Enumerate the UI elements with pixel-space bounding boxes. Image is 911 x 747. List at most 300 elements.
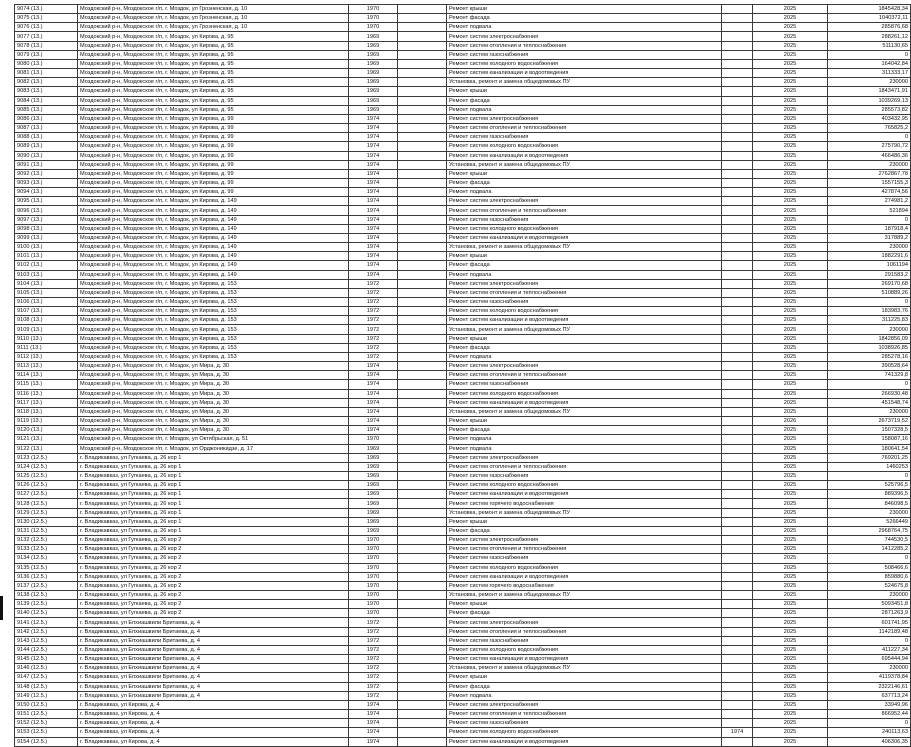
record-number-cell: 9126 (12.5.)	[15, 481, 78, 490]
empty-cell	[398, 371, 447, 380]
cost-cell: 1038926,85	[828, 343, 911, 352]
address-cell: г. Владикавказ, ул Епхиашвили Бритаева, д. 4	[78, 618, 349, 627]
planned-year-cell: 2025	[753, 682, 828, 691]
address-cell: г. Владикавказ, ул Епхиашвили Бритаева, д. 4	[78, 673, 349, 682]
extra-year-cell	[722, 618, 753, 627]
empty-cell	[398, 407, 447, 416]
address-cell: Моздокский р-н, Моздокское г/п, г. Моздок, ул Кирова, д. 99	[78, 133, 349, 142]
work-type-cell: Ремонт систем холодного водоснабжения	[447, 728, 722, 737]
address-cell: Моздокский р-н, Моздокское г/п, г. Моздок, ул Кирова, д. 95	[78, 78, 349, 87]
build-year-cell: 1970	[349, 563, 398, 572]
build-year-cell: 1974	[349, 188, 398, 197]
record-number-cell: 9124 (12.5.)	[15, 462, 78, 471]
work-type-cell: Ремонт крыши	[447, 334, 722, 343]
table-row	[15, 371, 911, 380]
record-number-cell: 9113 (13.)	[15, 362, 78, 371]
table-row	[15, 352, 911, 361]
cost-cell: 2871263,9	[828, 609, 911, 618]
work-type-cell: Ремонт систем газоснабжения	[447, 133, 722, 142]
build-year-cell: 1969	[349, 526, 398, 535]
cost-cell: 275790,72	[828, 142, 911, 151]
address-cell: Моздокский р-н, Моздокское г/п, г. Моздок, ул Кирова, д. 95	[78, 69, 349, 78]
planned-year-cell: 2025	[753, 426, 828, 435]
build-year-cell: 1969	[349, 69, 398, 78]
address-cell: г. Владикавказ, ул Гугкаева, д. 26 кор 2	[78, 581, 349, 590]
build-year-cell: 1974	[349, 142, 398, 151]
build-year-cell: 1970	[349, 545, 398, 554]
cost-cell: 889396,5	[828, 490, 911, 499]
table-row	[15, 417, 911, 426]
extra-year-cell	[722, 252, 753, 261]
extra-year-cell	[722, 572, 753, 581]
empty-cell	[398, 517, 447, 526]
planned-year-cell: 2025	[753, 133, 828, 142]
planned-year-cell: 2025	[753, 508, 828, 517]
work-type-cell: Ремонт фасада	[447, 526, 722, 535]
record-number-cell: 9082 (13.)	[15, 78, 78, 87]
table-row	[15, 133, 911, 142]
table-row	[15, 627, 911, 636]
work-type-cell: Установка, ремонт и замена общедомовых ПУ	[447, 591, 722, 600]
extra-year-cell	[722, 591, 753, 600]
cost-cell: 1039269,13	[828, 96, 911, 105]
work-type-cell: Ремонт систем отопления и теплоснабжения	[447, 371, 722, 380]
extra-year-cell	[722, 32, 753, 41]
planned-year-cell: 2025	[753, 206, 828, 215]
work-type-cell: Ремонт крыши	[447, 87, 722, 96]
cost-cell: 1040372,11	[828, 14, 911, 23]
cost-cell: 2322146,61	[828, 682, 911, 691]
build-year-cell: 1970	[349, 609, 398, 618]
extra-year-cell	[722, 114, 753, 123]
cost-cell: 1557155,3	[828, 178, 911, 187]
table-row	[15, 536, 911, 545]
cost-cell: 291583,2	[828, 270, 911, 279]
planned-year-cell: 2025	[753, 664, 828, 673]
table-row	[15, 50, 911, 59]
empty-cell	[398, 243, 447, 252]
table-row	[15, 673, 911, 682]
cost-cell: 4119378,84	[828, 673, 911, 682]
planned-year-cell: 2025	[753, 581, 828, 590]
cost-cell: 274981,2	[828, 197, 911, 206]
cost-cell: 637713,24	[828, 691, 911, 700]
build-year-cell: 1972	[349, 307, 398, 316]
empty-cell	[398, 600, 447, 609]
empty-cell	[398, 316, 447, 325]
table-row	[15, 87, 911, 96]
address-cell: г. Владикавказ, ул Гугкаева, д. 26 кор 1	[78, 471, 349, 480]
planned-year-cell: 2025	[753, 334, 828, 343]
cost-cell: 285573,82	[828, 105, 911, 114]
address-cell: Моздокский р-н, Моздокское г/п, г. Моздок, ул Кирова, д. 149	[78, 270, 349, 279]
record-number-cell: 9148 (12.5.)	[15, 682, 78, 691]
extra-year-cell	[722, 151, 753, 160]
extra-year-cell	[722, 261, 753, 270]
empty-cell	[398, 572, 447, 581]
work-type-cell: Ремонт систем электроснабжения	[447, 279, 722, 288]
work-type-cell: Ремонт систем электроснабжения	[447, 362, 722, 371]
cost-cell: 230000	[828, 591, 911, 600]
planned-year-cell: 2025	[753, 41, 828, 50]
cost-cell: 451548,74	[828, 398, 911, 407]
build-year-cell: 1974	[349, 215, 398, 224]
extra-year-cell	[722, 325, 753, 334]
build-year-cell: 1970	[349, 536, 398, 545]
work-type-cell: Ремонт подвала	[447, 105, 722, 114]
build-year-cell: 1974	[349, 197, 398, 206]
record-number-cell: 9137 (12.5.)	[15, 581, 78, 590]
work-type-cell: Ремонт фасада	[447, 96, 722, 105]
address-cell: Моздокский р-н, Моздокское г/п, г. Моздок, ул Мира, д. 30	[78, 407, 349, 416]
build-year-cell: 1972	[349, 682, 398, 691]
planned-year-cell: 2025	[753, 343, 828, 352]
build-year-cell: 1970	[349, 600, 398, 609]
work-type-cell: Ремонт подвала	[447, 270, 722, 279]
build-year-cell: 1972	[349, 618, 398, 627]
table-row	[15, 243, 911, 252]
build-year-cell: 1969	[349, 50, 398, 59]
table-row	[15, 96, 911, 105]
address-cell: Моздокский р-н, Моздокское г/п, г. Моздок, ул Кирова, д. 99	[78, 114, 349, 123]
work-type-cell: Установка, ремонт и замена общедомовых ПУ	[447, 160, 722, 169]
empty-cell	[398, 636, 447, 645]
table-row	[15, 407, 911, 416]
work-type-cell: Ремонт подвала	[447, 23, 722, 32]
empty-cell	[398, 32, 447, 41]
cost-cell: 230000	[828, 78, 911, 87]
work-type-cell: Ремонт систем газоснабжения	[447, 50, 722, 59]
work-type-cell: Установка, ремонт и замена общедомовых ПУ	[447, 664, 722, 673]
extra-year-cell	[722, 499, 753, 508]
address-cell: Моздокский р-н, Моздокское г/п, г. Моздок, ул Кирова, д. 99	[78, 160, 349, 169]
extra-year-cell	[722, 243, 753, 252]
extra-year-cell	[722, 215, 753, 224]
empty-cell	[398, 728, 447, 737]
table-row	[15, 737, 911, 746]
cost-cell: 230000	[828, 243, 911, 252]
cost-cell: 744530,5	[828, 536, 911, 545]
record-number-cell: 9101 (13.)	[15, 252, 78, 261]
empty-cell	[398, 471, 447, 480]
empty-cell	[398, 343, 447, 352]
table-row	[15, 508, 911, 517]
planned-year-cell: 2025	[753, 645, 828, 654]
address-cell: Моздокский р-н, Моздокское г/п, г. Моздок, ул Мира, д. 30	[78, 398, 349, 407]
work-type-cell: Ремонт систем холодного водоснабжения	[447, 142, 722, 151]
cost-cell: 164042,84	[828, 59, 911, 68]
extra-year-cell	[722, 50, 753, 59]
record-number-cell: 9099 (13.)	[15, 233, 78, 242]
address-cell: Моздокский р-н, Моздокское г/п, г. Моздок, ул Кирова, д. 153	[78, 288, 349, 297]
record-number-cell: 9142 (12.5.)	[15, 627, 78, 636]
address-cell: Моздокский р-н, Моздокское г/п, г. Моздок, ул Кирова, д. 95	[78, 96, 349, 105]
build-year-cell: 1972	[349, 334, 398, 343]
address-cell: г. Владикавказ, ул Кирова, д. 4	[78, 737, 349, 746]
empty-cell	[398, 14, 447, 23]
build-year-cell: 1974	[349, 719, 398, 728]
work-type-cell: Ремонт систем электроснабжения	[447, 32, 722, 41]
cost-cell: 769201,25	[828, 453, 911, 462]
table-row	[15, 160, 911, 169]
cost-cell: 0	[828, 471, 911, 480]
table-row	[15, 636, 911, 645]
work-type-cell: Ремонт систем газоснабжения	[447, 298, 722, 307]
record-number-cell: 9127 (12.5.)	[15, 490, 78, 499]
address-cell: г. Владикавказ, ул Епхиашвили Бритаева, д. 4	[78, 682, 349, 691]
work-type-cell: Ремонт систем отопления и теплоснабжения	[447, 124, 722, 133]
work-type-cell: Ремонт систем холодного водоснабжения	[447, 481, 722, 490]
cost-cell: 601741,95	[828, 618, 911, 627]
address-cell: г. Владикавказ, ул Гугкаева, д. 26 кор 2	[78, 591, 349, 600]
extra-year-cell	[722, 435, 753, 444]
table-row	[15, 435, 911, 444]
cost-cell: 269170,68	[828, 279, 911, 288]
cost-cell: 240113,63	[828, 728, 911, 737]
empty-cell	[398, 5, 447, 14]
address-cell: г. Владикавказ, ул Гугкаева, д. 26 кор 1	[78, 490, 349, 499]
planned-year-cell: 2025	[753, 224, 828, 233]
extra-year-cell	[722, 298, 753, 307]
build-year-cell: 1972	[349, 655, 398, 664]
address-cell: Моздокский р-н, Моздокское г/п, г. Моздок, ул Кирова, д. 149	[78, 233, 349, 242]
address-cell: Моздокский р-н, Моздокское г/п, г. Моздок, ул Кирова, д. 99	[78, 188, 349, 197]
record-number-cell: 9132 (12.5.)	[15, 536, 78, 545]
work-type-cell: Установка, ремонт и замена общедомовых ПУ	[447, 325, 722, 334]
empty-cell	[398, 307, 447, 316]
address-cell: г. Владикавказ, ул Гугкаева, д. 26 кор 2	[78, 563, 349, 572]
cost-cell: 158087,16	[828, 435, 911, 444]
work-type-cell: Ремонт фасада	[447, 682, 722, 691]
empty-cell	[398, 618, 447, 627]
empty-cell	[398, 417, 447, 426]
record-number-cell: 9105 (13.)	[15, 288, 78, 297]
build-year-cell: 1970	[349, 572, 398, 581]
empty-cell	[398, 554, 447, 563]
build-year-cell: 1970	[349, 435, 398, 444]
address-cell: г. Владикавказ, ул Гугкаева, д. 26 кор 1	[78, 481, 349, 490]
build-year-cell: 1974	[349, 407, 398, 416]
record-number-cell: 9097 (13.)	[15, 215, 78, 224]
table-row	[15, 59, 911, 68]
work-type-cell: Ремонт систем электроснабжения	[447, 536, 722, 545]
cost-cell: 2762867,78	[828, 169, 911, 178]
record-number-cell: 9116 (13.)	[15, 389, 78, 398]
cost-cell: 390528,64	[828, 362, 911, 371]
work-type-cell: Ремонт систем горячего водоснабжения	[447, 499, 722, 508]
address-cell: Моздокский р-н, Моздокское г/п, г. Моздок, ул Грозненская, д. 10	[78, 5, 349, 14]
work-type-cell: Ремонт крыши	[447, 169, 722, 178]
build-year-cell: 1972	[349, 645, 398, 654]
empty-cell	[398, 334, 447, 343]
table-row	[15, 581, 911, 590]
address-cell: Моздокский р-н, Моздокское г/п, г. Моздок, ул Мира, д. 30	[78, 362, 349, 371]
planned-year-cell: 2025	[753, 14, 828, 23]
cost-cell: 0	[828, 133, 911, 142]
table-row	[15, 279, 911, 288]
work-type-cell: Ремонт крыши	[447, 417, 722, 426]
table-row	[15, 700, 911, 709]
empty-cell	[398, 124, 447, 133]
work-type-cell: Ремонт фасада	[447, 343, 722, 352]
cost-cell: 1061194	[828, 261, 911, 270]
table-row	[15, 69, 911, 78]
table-row	[15, 78, 911, 87]
build-year-cell: 1974	[349, 133, 398, 142]
extra-year-cell	[722, 41, 753, 50]
cost-cell: 187918,4	[828, 224, 911, 233]
planned-year-cell: 2025	[753, 728, 828, 737]
extra-year-cell	[722, 508, 753, 517]
record-number-cell: 9089 (13.)	[15, 142, 78, 151]
record-number-cell: 9091 (13.)	[15, 160, 78, 169]
cost-cell: 859880,6	[828, 572, 911, 581]
build-year-cell: 1974	[349, 151, 398, 160]
planned-year-cell: 2025	[753, 462, 828, 471]
planned-year-cell: 2025	[753, 307, 828, 316]
cost-cell: 285278,16	[828, 352, 911, 361]
record-number-cell: 9107 (13.)	[15, 307, 78, 316]
address-cell: Моздокский р-н, Моздокское г/п, г. Моздок, ул Мира, д. 30	[78, 380, 349, 389]
table-row	[15, 151, 911, 160]
extra-year-cell	[722, 700, 753, 709]
address-cell: г. Владикавказ, ул Гугкаева, д. 26 кор 1	[78, 462, 349, 471]
empty-cell	[398, 87, 447, 96]
planned-year-cell: 2025	[753, 536, 828, 545]
cost-cell: 695444,94	[828, 655, 911, 664]
build-year-cell: 1974	[349, 224, 398, 233]
empty-cell	[398, 563, 447, 572]
extra-year-cell	[722, 453, 753, 462]
extra-year-cell	[722, 581, 753, 590]
record-number-cell: 9077 (13.)	[15, 32, 78, 41]
build-year-cell: 1970	[349, 5, 398, 14]
work-type-cell: Ремонт систем канализации и водоотведения	[447, 737, 722, 746]
planned-year-cell: 2025	[753, 114, 828, 123]
address-cell: Моздокский р-н, Моздокское г/п, г. Моздок, ул Кирова, д. 95	[78, 32, 349, 41]
build-year-cell: 1969	[349, 96, 398, 105]
work-type-cell: Ремонт систем газоснабжения	[447, 719, 722, 728]
record-number-cell: 9112 (13.)	[15, 352, 78, 361]
extra-year-cell	[722, 655, 753, 664]
extra-year-cell	[722, 14, 753, 23]
planned-year-cell: 2025	[753, 545, 828, 554]
build-year-cell: 1969	[349, 41, 398, 50]
build-year-cell: 1969	[349, 490, 398, 499]
address-cell: г. Владикавказ, ул Гугкаева, д. 26 кор 2	[78, 600, 349, 609]
work-type-cell: Ремонт фасада	[447, 178, 722, 187]
empty-cell	[398, 169, 447, 178]
address-cell: Моздокский р-н, Моздокское г/п, г. Моздок, ул Кирова, д. 153	[78, 279, 349, 288]
empty-cell	[398, 673, 447, 682]
table-row	[15, 545, 911, 554]
build-year-cell: 1969	[349, 462, 398, 471]
extra-year-cell	[722, 545, 753, 554]
address-cell: г. Владикавказ, ул Епхиашвили Бритаева, д. 4	[78, 636, 349, 645]
table-row	[15, 261, 911, 270]
planned-year-cell: 2025	[753, 490, 828, 499]
extra-year-cell	[722, 526, 753, 535]
empty-cell	[398, 96, 447, 105]
build-year-cell: 1972	[349, 352, 398, 361]
work-type-cell: Установка, ремонт и замена общедомовых ПУ	[447, 78, 722, 87]
extra-year-cell	[722, 719, 753, 728]
planned-year-cell: 2025	[753, 362, 828, 371]
empty-cell	[398, 655, 447, 664]
planned-year-cell: 2025	[753, 700, 828, 709]
address-cell: г. Владикавказ, ул Гугкаева, д. 26 кор 1	[78, 508, 349, 517]
extra-year-cell	[722, 417, 753, 426]
extra-year-cell	[722, 316, 753, 325]
planned-year-cell: 2025	[753, 499, 828, 508]
cost-cell: 230000	[828, 508, 911, 517]
table-row	[15, 481, 911, 490]
work-type-cell: Ремонт систем газоснабжения	[447, 380, 722, 389]
work-type-cell: Установка, ремонт и замена общедомовых ПУ	[447, 407, 722, 416]
planned-year-cell: 2025	[753, 481, 828, 490]
address-cell: г. Владикавказ, ул Кирова, д. 4	[78, 728, 349, 737]
empty-cell	[398, 352, 447, 361]
address-cell: Моздокский р-н, Моздокское г/п, г. Моздок, ул Кирова, д. 149	[78, 206, 349, 215]
cost-cell: 765825,2	[828, 124, 911, 133]
cost-cell: 1507328,5	[828, 426, 911, 435]
table-row	[15, 41, 911, 50]
address-cell: г. Владикавказ, ул Гугкаева, д. 26 кор 2	[78, 545, 349, 554]
planned-year-cell: 2025	[753, 352, 828, 361]
cost-cell: 521894	[828, 206, 911, 215]
cost-cell: 403432,95	[828, 114, 911, 123]
cost-cell: 741329,8	[828, 371, 911, 380]
cost-cell: 230000	[828, 160, 911, 169]
planned-year-cell: 2025	[753, 655, 828, 664]
work-type-cell: Ремонт систем канализации и водоотведения	[447, 572, 722, 581]
record-number-cell: 9095 (13.)	[15, 197, 78, 206]
record-number-cell: 9080 (13.)	[15, 59, 78, 68]
extra-year-cell	[722, 673, 753, 682]
table-row	[15, 114, 911, 123]
record-number-cell: 9150 (12.5.)	[15, 700, 78, 709]
table-row	[15, 178, 911, 187]
planned-year-cell: 2025	[753, 691, 828, 700]
build-year-cell: 1972	[349, 664, 398, 673]
empty-cell	[398, 627, 447, 636]
record-number-cell: 9153 (12.5.)	[15, 728, 78, 737]
empty-cell	[398, 398, 447, 407]
address-cell: Моздокский р-н, Моздокское г/п, г. Моздок, ул Кирова, д. 149	[78, 243, 349, 252]
extra-year-cell	[722, 23, 753, 32]
table-row	[15, 380, 911, 389]
extra-year-cell	[722, 288, 753, 297]
extra-year-cell	[722, 59, 753, 68]
work-type-cell: Ремонт систем канализации и водоотведения	[447, 655, 722, 664]
record-number-cell: 9134 (12.5.)	[15, 554, 78, 563]
address-cell: г. Владикавказ, ул Кирова, д. 4	[78, 719, 349, 728]
table-row	[15, 728, 911, 737]
empty-cell	[398, 151, 447, 160]
empty-cell	[398, 481, 447, 490]
extra-year-cell	[722, 160, 753, 169]
address-cell: Моздокский р-н, Моздокское г/п, г. Моздок, ул Кирова, д. 95	[78, 87, 349, 96]
extra-year-cell	[722, 389, 753, 398]
table-row	[15, 169, 911, 178]
planned-year-cell: 2025	[753, 316, 828, 325]
empty-cell	[398, 444, 447, 453]
cost-cell: 511130,65	[828, 41, 911, 50]
record-number-cell: 9084 (13.)	[15, 96, 78, 105]
table-row	[15, 517, 911, 526]
extra-year-cell	[722, 279, 753, 288]
table-row	[15, 490, 911, 499]
